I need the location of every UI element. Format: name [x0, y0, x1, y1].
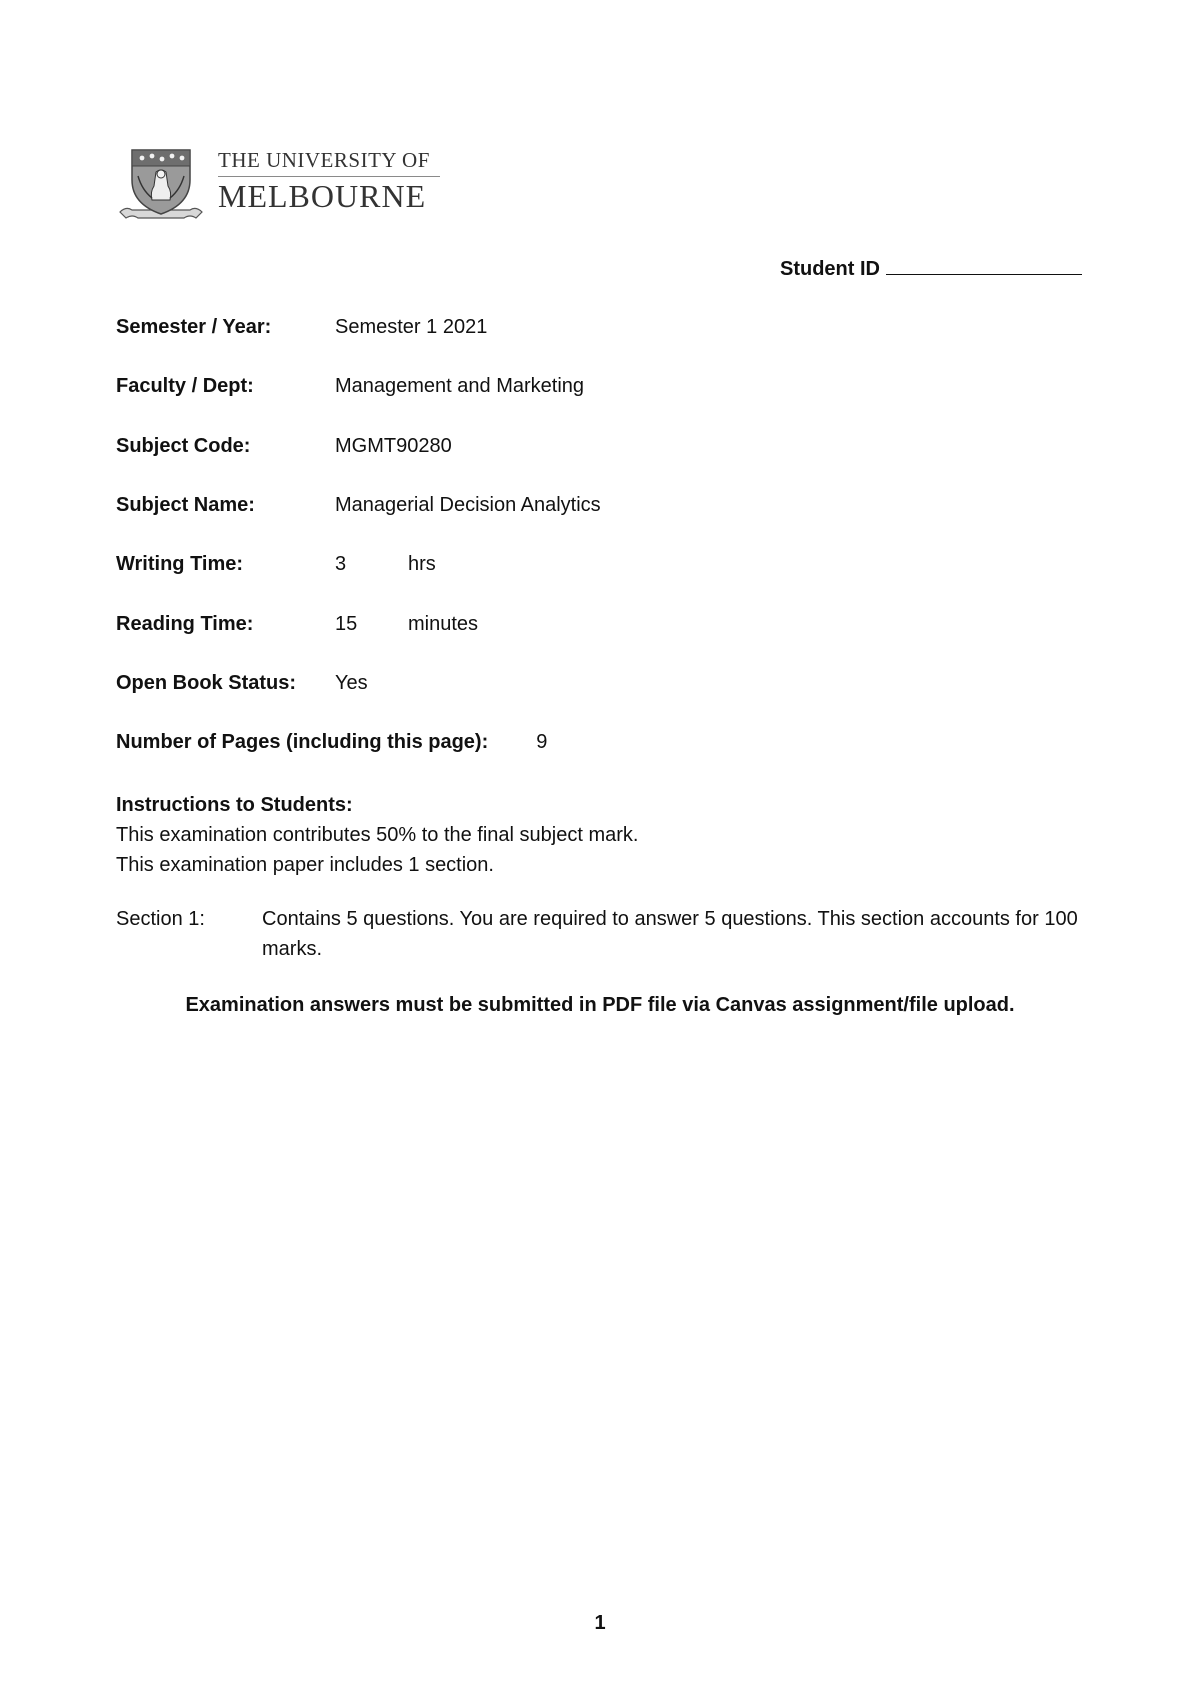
- writing-time-label: Writing Time:: [116, 553, 244, 575]
- instructions-heading: Instructions to Students:: [116, 794, 353, 816]
- section-1-description: Contains 5 questions. You are required to answer 5 questions. This section accounts for 100 marks.: [262, 908, 1078, 960]
- subject-code-value: MGMT90280: [335, 435, 452, 457]
- student-id-blank-line: [886, 254, 1082, 275]
- reading-time-unit: minutes: [408, 613, 479, 635]
- submission-note: [0, 994, 1200, 1017]
- university-logo: [116, 146, 436, 224]
- student-id-label: Student ID: [780, 258, 880, 280]
- university-crest-icon: [116, 146, 206, 224]
- page-count-label: Number of Pages (including this page):: [116, 731, 489, 753]
- logo-line-1: THE UNIVERSITY OF: [218, 148, 440, 177]
- semester-row: [116, 314, 487, 340]
- subject-code-row: [116, 433, 452, 459]
- semester-value: Semester 1 2021: [335, 316, 488, 338]
- reading-time-value: 15: [335, 613, 358, 635]
- writing-time-row: [116, 551, 436, 577]
- faculty-value: Management and Marketing: [335, 375, 585, 397]
- page-number: 1: [594, 1612, 606, 1634]
- open-book-row: [116, 670, 368, 696]
- reading-time-label: Reading Time:: [116, 613, 254, 635]
- page-count-value: 9: [536, 731, 548, 753]
- logo-line-2: MELBOURNE: [218, 178, 427, 214]
- logo-wordmark: [218, 148, 440, 215]
- subject-name-label: Subject Name:: [116, 494, 255, 516]
- instructions-block: [116, 790, 638, 880]
- open-book-label: Open Book Status:: [116, 672, 297, 694]
- student-id-field: [780, 254, 1082, 281]
- instructions-line-1: This examination contributes 50% to the final subject mark.: [116, 824, 639, 846]
- subject-name-row: [116, 492, 601, 518]
- section-1-block: [116, 904, 1086, 964]
- subject-name-value: Managerial Decision Analytics: [335, 494, 601, 516]
- open-book-value: Yes: [335, 672, 368, 694]
- faculty-label: Faculty / Dept:: [116, 375, 254, 397]
- section-1-label: Section 1:: [116, 908, 205, 930]
- faculty-row: [116, 373, 584, 399]
- writing-time-unit: hrs: [408, 553, 436, 575]
- semester-label: Semester / Year:: [116, 316, 272, 338]
- page-count-row: [116, 729, 547, 755]
- submission-note-text: Examination answers must be submitted in PDF file via Canvas assignment/file upload.: [185, 994, 1015, 1016]
- writing-time-value: 3: [335, 553, 347, 575]
- subject-code-label: Subject Code:: [116, 435, 251, 457]
- reading-time-row: [116, 611, 478, 637]
- instructions-line-2: This examination paper includes 1 section.: [116, 854, 494, 876]
